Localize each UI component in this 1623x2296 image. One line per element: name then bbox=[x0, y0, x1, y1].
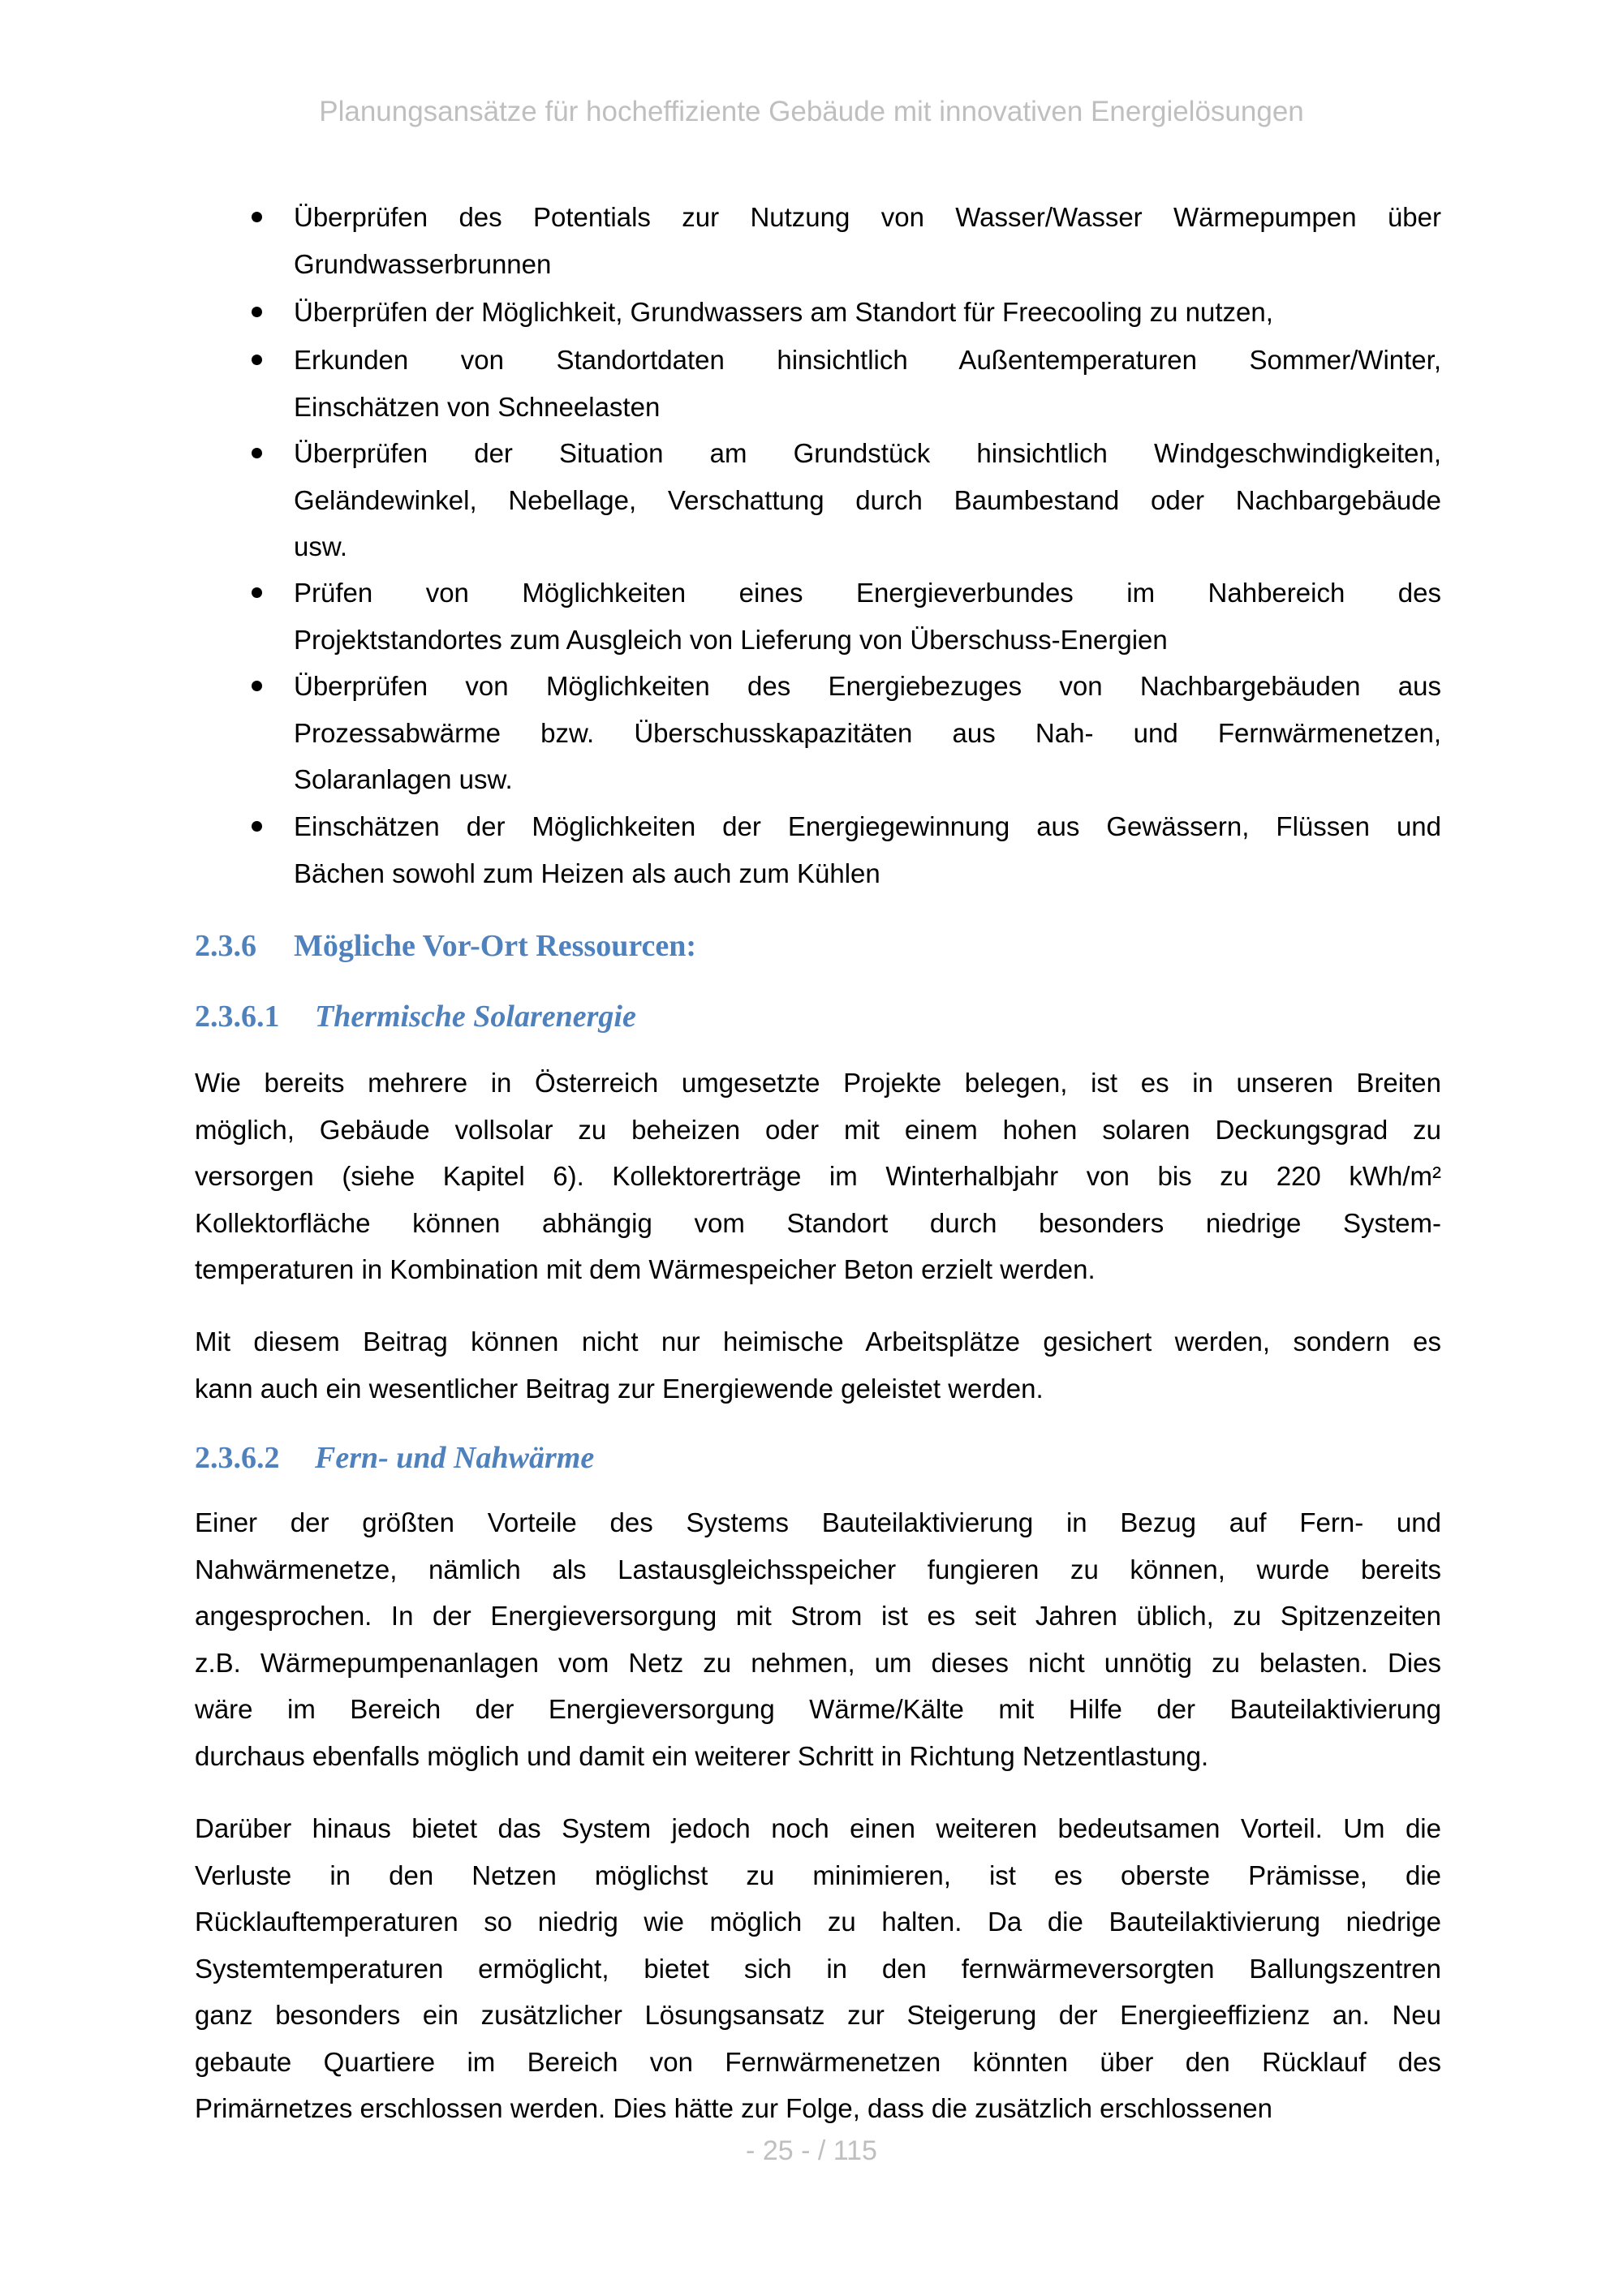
text-line: Prozessabwärme bzw. Überschusskapazitäten aus Nah- und Fernwärmenetzen, bbox=[294, 717, 1441, 748]
text-line: Nahwärmenetze, nämlich als Lastausgleichsspeicher fungieren zu können, wurde bereits bbox=[195, 1554, 1441, 1584]
bullet-item bbox=[294, 337, 1441, 430]
text-line: Einschätzen der Möglichkeiten der Energiegewinnung aus Gewässern, Flüssen und bbox=[294, 811, 1441, 841]
heading-number: 2.3.6 bbox=[195, 929, 256, 963]
text-line: Einer der größten Vorteile des Systems Bauteilaktivierung in Bezug auf Fern- und bbox=[195, 1507, 1441, 1537]
text-line: Prüfen von Möglichkeiten eines Energieverbundes im Nahbereich des bbox=[294, 578, 1441, 608]
text-line: Erkunden von Standortdaten hinsichtlich Außentemperaturen Sommer/Winter, bbox=[294, 345, 1441, 375]
paragraph-fernwaerme-2 bbox=[195, 1805, 1441, 2132]
text-line: Überprüfen des Potentials zur Nutzung von Wasser/Wasser Wärmepumpen über bbox=[294, 202, 1441, 232]
text-line: Wie bereits mehrere in Österreich umgesetzte Projekte belegen, ist es in unseren Breiten bbox=[195, 1068, 1441, 1098]
text-line: gebaute Quartiere im Bereich von Fernwärmenetzen könnten über den Rücklauf des bbox=[195, 2046, 1441, 2077]
heading-2-3-6 bbox=[195, 928, 696, 964]
text-line: durchaus ebenfalls möglich und damit ein weiterer Schritt in Richtung Netzentlastung. bbox=[195, 1740, 1209, 1771]
text-line: Primärnetzes erschlossen werden. Dies hätte zur Folge, dass die zusätzlich erschlossenen bbox=[195, 2093, 1272, 2123]
text-line: Solaranlagen usw. bbox=[294, 764, 513, 794]
text-line: Überprüfen von Möglichkeiten des Energiebezuges von Nachbargebäuden aus bbox=[294, 671, 1441, 701]
text-line: Systemtemperaturen ermöglicht, bietet sich in den fernwärmeversorgten Ballungszentren bbox=[195, 1953, 1441, 1984]
text-line: möglich, Gebäude vollsolar zu beheizen oder mit einem hohen solaren Deckungsgrad zu bbox=[195, 1114, 1441, 1145]
text-line: Überprüfen der Situation am Grundstück hinsichtlich Windgeschwindigkeiten, bbox=[294, 438, 1441, 468]
bullet-item bbox=[294, 194, 1441, 287]
bullet-icon bbox=[252, 681, 262, 691]
heading-title: Fern- und Nahwärme bbox=[315, 1441, 595, 1475]
bullet-item bbox=[294, 289, 1441, 336]
text-line: Verluste in den Netzen möglichst zu minimieren, ist es oberste Prämisse, die bbox=[195, 1860, 1441, 1890]
bullet-icon bbox=[252, 355, 262, 365]
heading-2-3-6-1 bbox=[195, 999, 636, 1034]
heading-number: 2.3.6.2 bbox=[195, 1441, 280, 1475]
text-line: angesprochen. In der Energieversorgung mit Strom ist es seit Jahren üblich, zu Spitzenzeiten bbox=[195, 1601, 1441, 1631]
page-number: - 25 - / 115 bbox=[746, 2135, 877, 2166]
text-line: ganz besonders ein zusätzlicher Lösungsansatz zur Steigerung der Energieeffizienz an. Neu bbox=[195, 2000, 1441, 2030]
page-header: Planungsansätze für hocheffiziente Gebäude mit innovativen Energielösungen bbox=[319, 96, 1304, 127]
text-line: kann auch ein wesentlicher Beitrag zur Energiewende geleistet werden. bbox=[195, 1373, 1044, 1404]
text-line: temperaturen in Kombination mit dem Wärmespeicher Beton erzielt werden. bbox=[195, 1254, 1096, 1284]
text-line: Einschätzen von Schneelasten bbox=[294, 391, 661, 422]
heading-title: Thermische Solarenergie bbox=[315, 1000, 636, 1034]
text-line: Geländewinkel, Nebellage, Verschattung durch Baumbestand oder Nachbargebäude bbox=[294, 484, 1441, 515]
bullet-icon bbox=[252, 212, 262, 222]
bullet-item bbox=[294, 430, 1441, 570]
paragraph-solar-2 bbox=[195, 1318, 1441, 1412]
bullet-item bbox=[294, 803, 1441, 896]
heading-number: 2.3.6.1 bbox=[195, 1000, 280, 1034]
text-line: z.B. Wärmepumpenanlagen vom Netz zu nehmen, um dieses nicht unnötig zu belasten. Dies bbox=[195, 1647, 1441, 1678]
text-line: Grundwasserbrunnen bbox=[294, 248, 552, 279]
text-line: Darüber hinaus bietet das System jedoch noch einen weiteren bedeutsamen Vorteil. Um die bbox=[195, 1813, 1441, 1843]
text-line: Überprüfen der Möglichkeit, Grundwassers am Standort für Freecooling zu nutzen, bbox=[294, 297, 1273, 327]
heading-title: Mögliche Vor-Ort Ressourcen: bbox=[294, 929, 697, 963]
paragraph-fernwaerme-1 bbox=[195, 1499, 1441, 1779]
text-line: versorgen (siehe Kapitel 6). Kollektorerträge im Winterhalbjahr von bis zu 220 kWh/m² bbox=[195, 1161, 1441, 1191]
text-line: Bächen sowohl zum Heizen als auch zum Kühlen bbox=[294, 858, 880, 888]
text-line: Kollektorfläche können abhängig vom Standort durch besonders niedrige System- bbox=[195, 1207, 1441, 1238]
bullet-icon bbox=[252, 448, 262, 458]
bullet-item bbox=[294, 663, 1441, 803]
paragraph-solar-1 bbox=[195, 1060, 1441, 1293]
bullet-item bbox=[294, 570, 1441, 663]
bullet-icon bbox=[252, 587, 262, 598]
bullet-icon bbox=[252, 821, 262, 832]
text-line: Mit diesem Beitrag können nicht nur heimische Arbeitsplätze gesichert werden, sondern es bbox=[195, 1326, 1441, 1357]
bullet-icon bbox=[252, 307, 262, 317]
text-line: Rücklauftemperaturen so niedrig wie möglich zu halten. Da die Bauteilaktivierung niedrige bbox=[195, 1907, 1441, 1937]
text-line: usw. bbox=[294, 531, 348, 561]
text-line: Projektstandortes zum Ausgleich von Lieferung von Überschuss-Energien bbox=[294, 624, 1168, 655]
heading-2-3-6-2 bbox=[195, 1440, 594, 1476]
text-line: wäre im Bereich der Energieversorgung Wärme/Kälte mit Hilfe der Bauteilaktivierung bbox=[195, 1694, 1441, 1724]
